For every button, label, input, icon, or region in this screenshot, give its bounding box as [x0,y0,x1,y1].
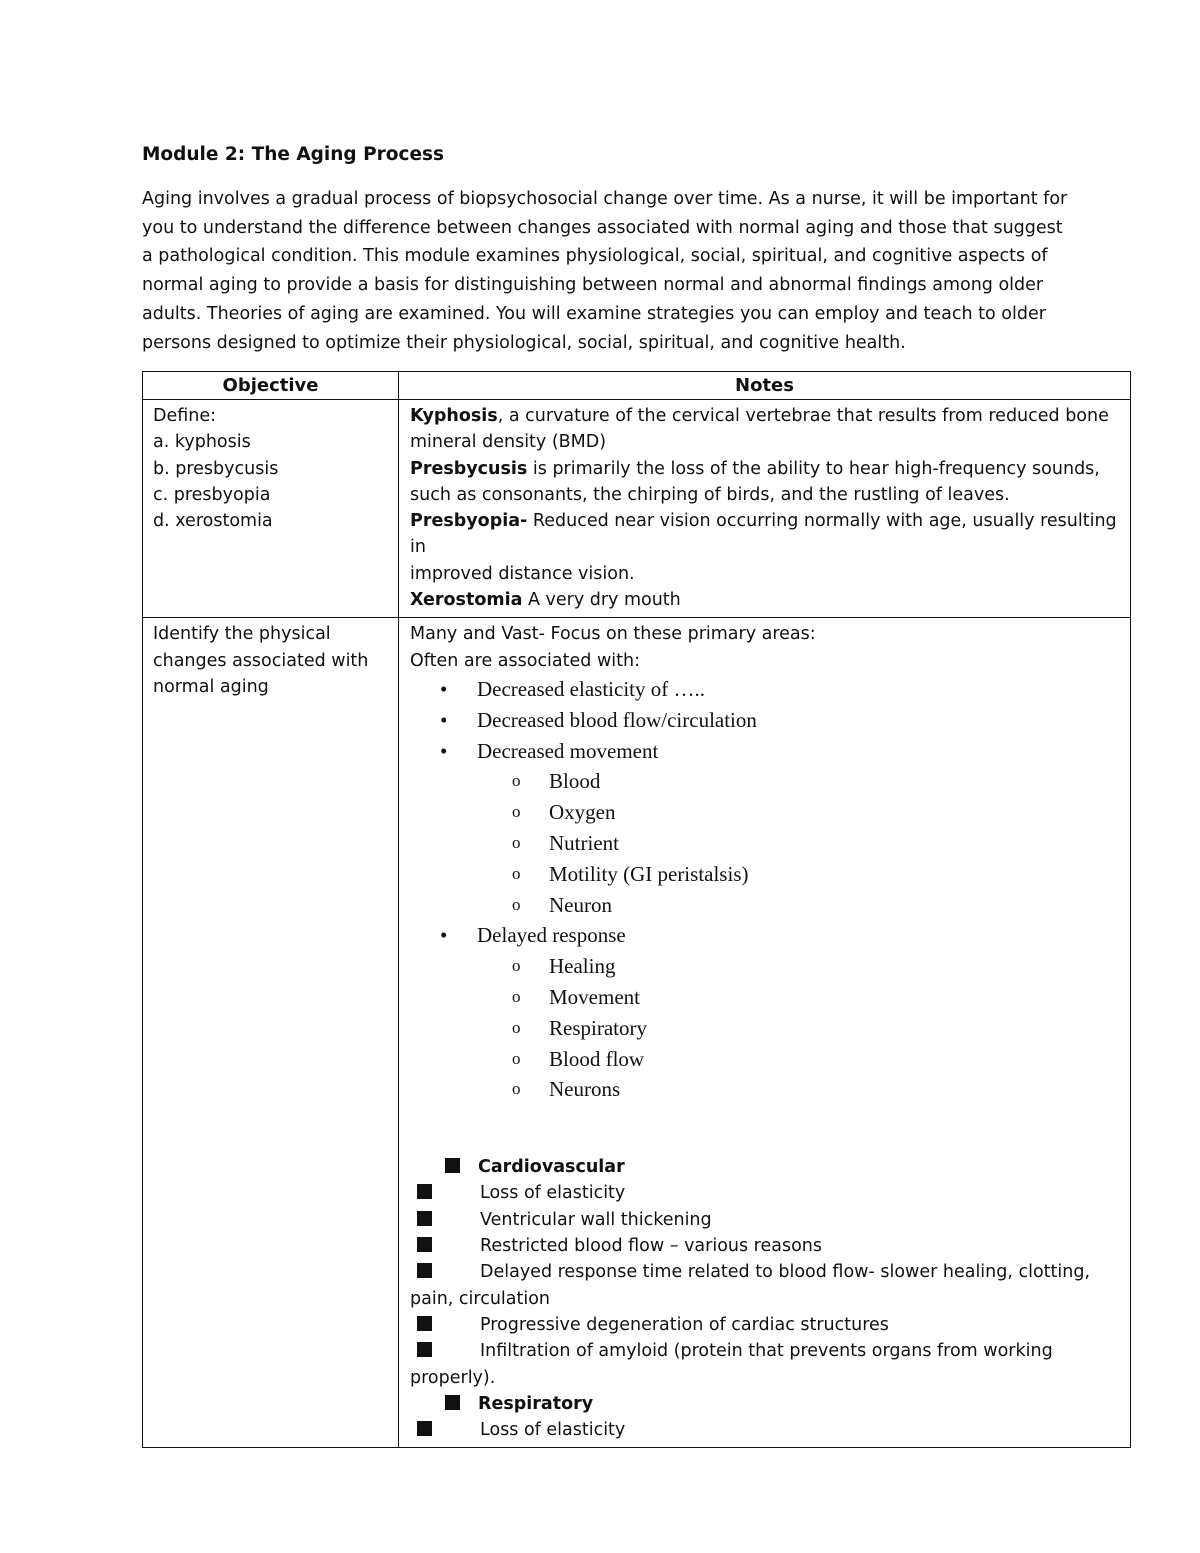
objective-cell [143,400,399,618]
section-heading-cardiovascular [410,1154,1122,1180]
list-item-text: Respiratory [549,1015,647,1040]
sub-list-item [410,951,1122,982]
list-item-text: Neurons [549,1077,621,1102]
square-bullet-icon [417,1421,432,1436]
section-heading-respiratory [410,1391,1122,1417]
table-row [143,400,1131,618]
list-item [410,920,1122,951]
definition-text: A very dry mouth [522,590,681,611]
notes-intro: Many and Vast- Focus on these primary areas: [410,624,816,645]
list-item-text: Decreased elasticity of ….. [477,676,705,701]
bullet-icon: • [440,676,448,701]
list-item-wrap: properly). [410,1367,496,1388]
list-item-text: Decreased blood flow/circulation [477,707,757,732]
objective-line: c. presbyopia [153,484,271,505]
objective-line: d. xerostomia [153,511,273,532]
bullet-icon: • [440,923,448,948]
list-item-text: Motility (GI peristalsis) [549,861,749,886]
circle-bullet-icon: o [512,1079,521,1099]
list-item-text: Healing [549,954,616,979]
objective-line: Define: [153,406,217,426]
sub-list-item [410,859,1122,890]
list-item-text: Nutrient [549,830,619,855]
list-item [410,1233,1122,1259]
term-presbycusis: Presbycusis [410,458,528,479]
list-item [410,1338,1122,1364]
circle-bullet-icon: o [512,832,521,852]
intro-line: Aging involves a gradual process of biopsychosocial change over time. As a nurse, it will be important for [142,189,1068,209]
square-bullet-icon [417,1342,432,1357]
definition-presbyopia [410,508,1122,561]
objective-line: a. kyphosis [153,432,251,453]
circle-bullet-icon: o [512,1048,521,1068]
sub-list-item [410,1013,1122,1044]
bullet-list [410,674,1122,1105]
list-item-text: Delayed response time related to blood flow- slower healing, clotting, [480,1262,1091,1283]
sub-list-item [410,1044,1122,1075]
sub-list-item [410,1074,1122,1105]
notes-header: Notes [399,372,1131,400]
list-item-text: Oxygen [549,800,616,825]
notes-cell [399,618,1131,1448]
square-bullet-icon [417,1316,432,1331]
square-bullet-icon [417,1184,432,1199]
circle-bullet-icon: o [512,894,521,914]
notes-cell [399,400,1131,618]
list-item [410,1207,1122,1233]
square-bullet-icon [445,1158,460,1173]
circle-bullet-icon: o [512,863,521,883]
term-presbyopia: Presbyopia- [410,511,528,532]
sub-list-item [410,828,1122,859]
list-item [410,1312,1122,1338]
definition-kyphosis [410,403,1122,429]
definition-presbycusis [410,456,1122,482]
circle-bullet-icon: o [512,986,521,1006]
intro-line: a pathological condition. This module examines physiological, social, spiritual, and cognitive aspects of [142,246,1048,267]
bullet-icon: • [440,707,448,732]
objective-header: Objective [143,372,399,400]
list-item-text: Blood [549,769,601,794]
list-item-text: Progressive degeneration of cardiac structures [480,1314,889,1335]
definition-text: improved distance vision. [410,563,635,584]
list-item [410,1259,1122,1285]
circle-bullet-icon: o [512,802,521,822]
term-xerostomia: Xerostomia [410,590,523,611]
definition-text: is primarily the loss of the ability to hear high-frequency sounds, [527,458,1100,479]
objective-cell [143,618,399,1448]
objective-line: changes associated with [153,650,369,671]
square-bullet-icon [445,1395,460,1410]
list-item-text: Loss of elasticity [480,1183,626,1204]
list-item-text: Loss of elasticity [480,1420,626,1441]
notes-intro: Often are associated with: [410,650,640,671]
list-item-text: Neuron [549,892,612,917]
intro-line: persons designed to optimize their physiological, social, spiritual, and cognitive health. [142,332,906,353]
square-bullet-icon [417,1237,432,1252]
document-body [142,143,1130,357]
objective-line: b. presbycusis [153,458,279,479]
definition-xerostomia [410,587,1122,613]
intro-line: you to understand the difference between changes associated with normal aging and those that suggest [142,217,1063,238]
heading-text: Cardiovascular [478,1157,625,1178]
sub-list-item [410,982,1122,1013]
heading-text: Respiratory [478,1393,594,1414]
list-item-text: Infiltration of amyloid (protein that prevents organs from working [480,1341,1053,1362]
objective-line: normal aging [153,676,269,697]
sub-list-item [410,766,1122,797]
list-item [410,705,1122,736]
circle-bullet-icon: o [512,771,521,791]
list-item [410,674,1122,705]
list-item-text: Restricted blood flow – various reasons [480,1236,823,1257]
intro-line: adults. Theories of aging are examined. You will examine strategies you can employ and teach to older [142,303,1046,324]
square-bullet-icon [417,1263,432,1278]
definition-text: Reduced near vision occurring normally with age, usually resulting in [410,511,1117,558]
circle-bullet-icon: o [512,956,521,976]
circle-bullet-icon: o [512,1017,521,1037]
objectives-table [142,371,1131,1448]
definition-text: such as consonants, the chirping of birds, and the rustling of leaves. [410,484,1010,505]
list-item-wrap: pain, circulation [410,1288,551,1309]
bullet-icon: • [440,738,448,763]
table-row [143,618,1131,1448]
definition-text: , a curvature of the cervical vertebrae that results from reduced bone [497,406,1109,426]
definition-text: mineral density (BMD) [410,432,607,453]
list-item [410,1417,1122,1443]
list-item-text: Decreased movement [477,738,659,763]
list-item-text: Blood flow [549,1046,645,1071]
table-header-row [143,372,1131,400]
intro-paragraph [142,185,1130,357]
page-title: Module 2: The Aging Process [142,144,445,165]
intro-line: normal aging to provide a basis for distinguishing between normal and abnormal findings among older [142,275,1044,296]
square-bullet-icon [417,1211,432,1226]
sub-list-item [410,890,1122,921]
list-item-text: Movement [549,984,640,1009]
list-item-text: Ventricular wall thickening [480,1209,712,1230]
sub-list-item [410,797,1122,828]
list-item [410,1180,1122,1206]
list-item [410,736,1122,767]
term-kyphosis: Kyphosis [410,406,498,426]
objective-line: Identify the physical [153,624,331,645]
list-item-text: Delayed response [477,923,626,948]
